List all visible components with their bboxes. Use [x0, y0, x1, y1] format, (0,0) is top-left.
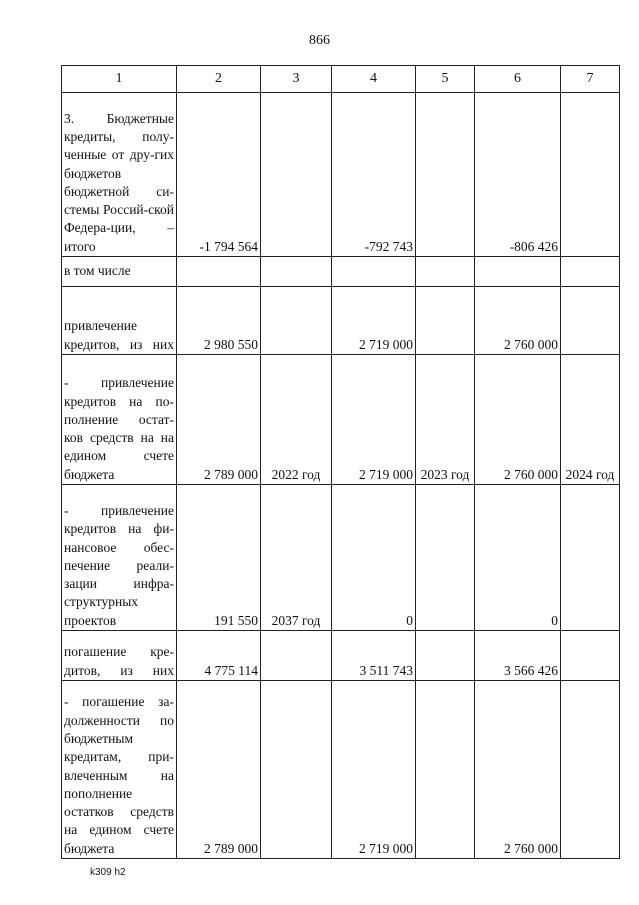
row-description: 3. Бюджетные кредиты, полу-ченные от дру-гих бюджетов бюджетной си-стемы Россий-ской Федера-ции, – итого	[62, 93, 177, 257]
cell-value	[416, 257, 475, 287]
cell-value	[416, 93, 475, 257]
row-description: погашение кре-дитов, из них	[62, 631, 177, 681]
cell-value: 4 775 114	[177, 631, 261, 681]
cell-value: 2 719 000	[332, 287, 416, 355]
cell-value: 2024 год	[561, 355, 620, 485]
row-description: - привлечение кредитов на по-полнение остат-ков средств на на едином счете бюджета	[62, 355, 177, 485]
cell-value	[561, 681, 620, 859]
footer-code: k309 h2	[90, 867, 126, 878]
cell-value	[261, 257, 332, 287]
cell-value	[561, 93, 620, 257]
column-header: 7	[561, 66, 620, 93]
column-header: 3	[261, 66, 332, 93]
cell-value: 2 789 000	[177, 681, 261, 859]
cell-value	[561, 287, 620, 355]
cell-value	[261, 681, 332, 859]
cell-value	[332, 257, 416, 287]
cell-value	[561, 257, 620, 287]
cell-value: 2 719 000	[332, 355, 416, 485]
cell-value: 2 760 000	[475, 681, 561, 859]
cell-value: 2023 год	[416, 355, 475, 485]
cell-value: 0	[332, 485, 416, 631]
cell-value: 2 760 000	[475, 355, 561, 485]
cell-value: 2 789 000	[177, 355, 261, 485]
cell-value	[416, 681, 475, 859]
table-row	[62, 287, 620, 355]
cell-value	[416, 485, 475, 631]
cell-value	[177, 257, 261, 287]
column-header: 4	[332, 66, 416, 93]
cell-value	[261, 93, 332, 257]
cell-value: 191 550	[177, 485, 261, 631]
row-description: привлечение кредитов, из них	[62, 287, 177, 355]
cell-value	[416, 287, 475, 355]
column-header: 2	[177, 66, 261, 93]
row-description: в том числе	[62, 257, 177, 287]
cell-value: 3 566 426	[475, 631, 561, 681]
table-row	[62, 681, 620, 859]
cell-value: 2022 год	[261, 355, 332, 485]
cell-value: 2 719 000	[332, 681, 416, 859]
row-description: - погашение за-долженности по бюджетным кредитам, при-влеченным на пополнение остатков средств на едином счете бюджета	[62, 681, 177, 859]
column-header: 1	[62, 66, 177, 93]
cell-value: -1 794 564	[177, 93, 261, 257]
table-row	[62, 631, 620, 681]
cell-value	[261, 631, 332, 681]
cell-value: -806 426	[475, 93, 561, 257]
cell-value	[561, 631, 620, 681]
column-header: 6	[475, 66, 561, 93]
page-number: 866	[309, 33, 330, 48]
table-row	[62, 93, 620, 257]
table-header-row	[62, 66, 620, 93]
cell-value: 0	[475, 485, 561, 631]
cell-value	[416, 631, 475, 681]
cell-value	[561, 485, 620, 631]
cell-value: -792 743	[332, 93, 416, 257]
table-row	[62, 257, 620, 287]
cell-value	[261, 287, 332, 355]
budget-credits-table	[61, 65, 620, 859]
cell-value: 2037 год	[261, 485, 332, 631]
column-header: 5	[416, 66, 475, 93]
cell-value	[475, 257, 561, 287]
cell-value: 2 980 550	[177, 287, 261, 355]
table-row	[62, 485, 620, 631]
row-description: - привлечение кредитов на фи-нансовое обес-печение реали-зации инфра-структурных проектов	[62, 485, 177, 631]
table-row	[62, 355, 620, 485]
cell-value: 3 511 743	[332, 631, 416, 681]
cell-value: 2 760 000	[475, 287, 561, 355]
